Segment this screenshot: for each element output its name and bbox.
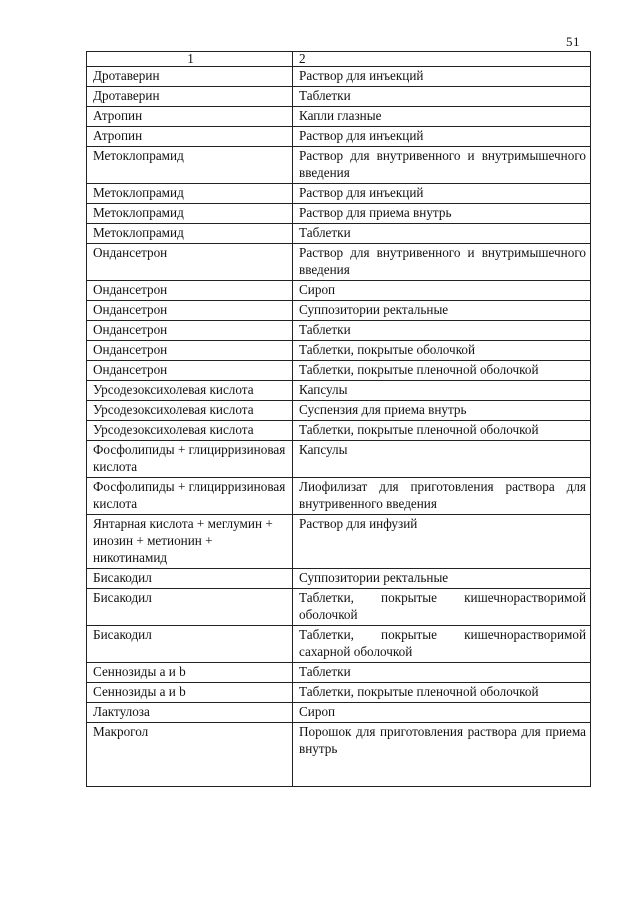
table-row: [87, 683, 591, 703]
drug-name-cell: Ондансетрон: [87, 341, 293, 361]
table-body: [87, 67, 591, 787]
dosage-form-cell: Суппозитории ректальные: [293, 569, 591, 589]
column-header-1: 1: [87, 52, 293, 67]
drug-name-cell: Ондансетрон: [87, 281, 293, 301]
dosage-form-cell: Раствор для инъекций: [293, 184, 591, 204]
table-row: [87, 421, 591, 441]
table-row: [87, 401, 591, 421]
dosage-form-cell: Раствор для приема внутрь: [293, 204, 591, 224]
dosage-form-cell: Сироп: [293, 703, 591, 723]
table-row: [87, 723, 591, 787]
drug-name-cell: Дротаверин: [87, 67, 293, 87]
table-row: [87, 569, 591, 589]
table-row: [87, 87, 591, 107]
drug-name-cell: Урсодезоксихолевая кислота: [87, 401, 293, 421]
drug-name-cell: Ондансетрон: [87, 244, 293, 281]
drug-name-cell: Сеннозиды а и b: [87, 663, 293, 683]
drug-name-cell: Атропин: [87, 127, 293, 147]
dosage-form-cell: Таблетки: [293, 663, 591, 683]
drug-name-cell: Янтарная кислота + меглумин + инозин + метионин + никотинамид: [87, 515, 293, 569]
table-row: [87, 341, 591, 361]
table-row: [87, 515, 591, 569]
table-row: [87, 147, 591, 184]
dosage-form-cell: Таблетки: [293, 321, 591, 341]
table-row: [87, 244, 591, 281]
column-header-2: 2: [293, 52, 591, 67]
dosage-form-cell: Капсулы: [293, 381, 591, 401]
table-row: [87, 321, 591, 341]
medication-table: [86, 51, 591, 787]
table-row: [87, 301, 591, 321]
dosage-form-cell: Раствор для инъекций: [293, 127, 591, 147]
dosage-form-cell: Раствор для внутривенного и внутримышечного введения: [293, 244, 591, 281]
dosage-form-cell: Таблетки: [293, 87, 591, 107]
drug-name-cell: Метоклопрамид: [87, 184, 293, 204]
table-row: [87, 204, 591, 224]
table-row: [87, 626, 591, 663]
dosage-form-cell: Раствор для инфузий: [293, 515, 591, 569]
table-row: [87, 281, 591, 301]
drug-name-cell: Бисакодил: [87, 569, 293, 589]
table-row: [87, 67, 591, 87]
drug-name-cell: Метоклопрамид: [87, 147, 293, 184]
table-header: [87, 52, 591, 67]
drug-name-cell: Урсодезоксихолевая кислота: [87, 421, 293, 441]
drug-name-cell: Фосфолипиды + глицирризиновая кислота: [87, 478, 293, 515]
table-row: [87, 224, 591, 244]
dosage-form-cell: Таблетки, покрытые пленочной оболочкой: [293, 683, 591, 703]
drug-name-cell: Метоклопрамид: [87, 204, 293, 224]
table-row: [87, 703, 591, 723]
drug-name-cell: Ондансетрон: [87, 361, 293, 381]
drug-name-cell: Ондансетрон: [87, 321, 293, 341]
dosage-form-cell: Таблетки, покрытые кишечнорастворимой оболочкой: [293, 589, 591, 626]
drug-name-cell: Метоклопрамид: [87, 224, 293, 244]
dosage-form-cell: Суспензия для приема внутрь: [293, 401, 591, 421]
table-row: [87, 184, 591, 204]
table-header-row: [87, 52, 591, 67]
dosage-form-cell: Лиофилизат для приготовления раствора для внутривенного введения: [293, 478, 591, 515]
page-number: 51: [566, 34, 580, 49]
table-row: [87, 361, 591, 381]
drug-name-cell: Макрогол: [87, 723, 293, 787]
drug-name-cell: Сеннозиды а и b: [87, 683, 293, 703]
table-row: [87, 589, 591, 626]
dosage-form-cell: Капсулы: [293, 441, 591, 478]
drug-name-cell: Бисакодил: [87, 589, 293, 626]
table-row: [87, 663, 591, 683]
dosage-form-cell: Суппозитории ректальные: [293, 301, 591, 321]
drug-name-cell: Фосфолипиды + глицирризиновая кислота: [87, 441, 293, 478]
dosage-form-cell: Порошок для приготовления раствора для приема внутрь: [293, 723, 591, 787]
drug-name-cell: Атропин: [87, 107, 293, 127]
dosage-form-cell: Раствор для внутривенного и внутримышечного введения: [293, 147, 591, 184]
drug-name-cell: Бисакодил: [87, 626, 293, 663]
drug-name-cell: Дротаверин: [87, 87, 293, 107]
table-row: [87, 441, 591, 478]
dosage-form-cell: Капли глазные: [293, 107, 591, 127]
dosage-form-cell: Сироп: [293, 281, 591, 301]
table-row: [87, 381, 591, 401]
dosage-form-cell: Таблетки: [293, 224, 591, 244]
dosage-form-cell: Таблетки, покрытые пленочной оболочкой: [293, 421, 591, 441]
table-row: [87, 107, 591, 127]
table-row: [87, 127, 591, 147]
dosage-form-cell: Таблетки, покрытые оболочкой: [293, 341, 591, 361]
dosage-form-cell: Таблетки, покрытые кишечнорастворимой сахарной оболочкой: [293, 626, 591, 663]
dosage-form-cell: Раствор для инъекций: [293, 67, 591, 87]
table-row: [87, 478, 591, 515]
drug-name-cell: Ондансетрон: [87, 301, 293, 321]
dosage-form-cell: Таблетки, покрытые пленочной оболочкой: [293, 361, 591, 381]
drug-name-cell: Лактулоза: [87, 703, 293, 723]
drug-name-cell: Урсодезоксихолевая кислота: [87, 381, 293, 401]
